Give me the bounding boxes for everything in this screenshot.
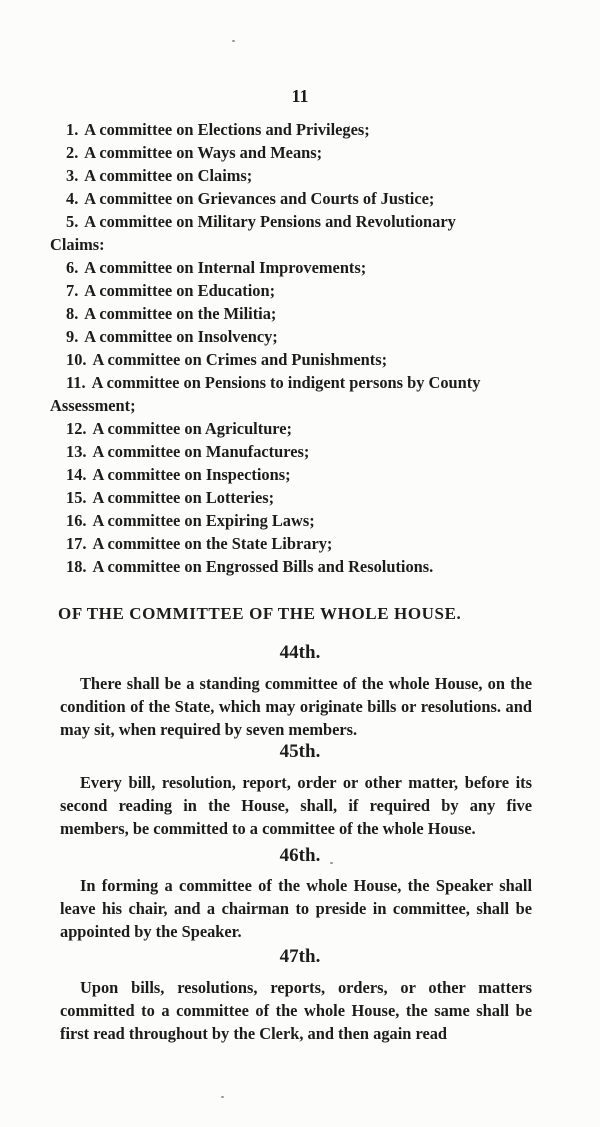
list-item: 5. A committee on Military Pensions and Revolutionary Claims: [50, 210, 530, 256]
paper-speck [330, 862, 333, 864]
rule-text: In forming a committee of the whole House, the Speaker shall leave his chair, and a chairman to preside in committee, shall be appointed by the Speaker. [60, 876, 532, 941]
list-item: 10. A committee on Crimes and Punishments; [66, 350, 388, 369]
list-item: 12. A committee on Agriculture; [66, 419, 293, 438]
list-item: 16. A committee on Expiring Laws; [66, 511, 315, 530]
rule-text: Upon bills, resolutions, reports, orders, or other matters committed to a committee of the whole House, the same shall be first read throughout by the Clerk, and then again read [60, 978, 532, 1043]
list-item: 18. A committee on Engrossed Bills and Resolutions. [66, 557, 434, 576]
list-item: 2. A committee on Ways and Means; [66, 143, 323, 162]
section-title: OF THE COMMITTEE OF THE WHOLE HOUSE. [58, 604, 462, 623]
rule-text: There shall be a standing committee of the whole House, on the condition of the State, which may originate bills or resolutions. and may sit, when required by seven members. [60, 674, 532, 739]
list-item: 6. A committee on Internal Improvements; [66, 258, 367, 277]
paper-speck [221, 1096, 224, 1098]
rule-number: 44th. [279, 642, 321, 663]
list-item: 15. A committee on Lotteries; [66, 488, 275, 507]
list-item: 13. A committee on Manufactures; [66, 442, 310, 461]
list-item: 8. A committee on the Militia; [66, 304, 277, 323]
list-item: 14. A committee on Inspections; [66, 465, 291, 484]
list-item: 1. A committee on Elections and Privileges; [66, 120, 370, 139]
list-item: 17. A committee on the State Library; [66, 534, 333, 553]
rule-number: 45th. [279, 741, 321, 762]
page-number: 11 [291, 86, 309, 106]
rule-number: 46th. [279, 845, 321, 866]
list-item-continuation: Assessment; [50, 396, 136, 415]
paper-speck [232, 40, 235, 42]
list-item: 7. A committee on Education; [66, 281, 276, 300]
committee-list [50, 118, 530, 578]
rule-number: 47th. [279, 946, 321, 967]
list-item: 3. A committee on Claims; [66, 166, 253, 185]
list-item: 9. A committee on Insolvency; [66, 327, 278, 346]
list-item: 11. A committee on Pensions to indigent persons by County Assessment; [50, 371, 530, 417]
rule-text: Every bill, resolution, report, order or other matter, before its second reading in the House, shall, if required by any five members, be committed to a committee of the whole House. [60, 773, 532, 838]
list-item: 4. A committee on Grievances and Courts of Justice; [66, 189, 435, 208]
list-item-continuation: Claims: [50, 235, 105, 254]
